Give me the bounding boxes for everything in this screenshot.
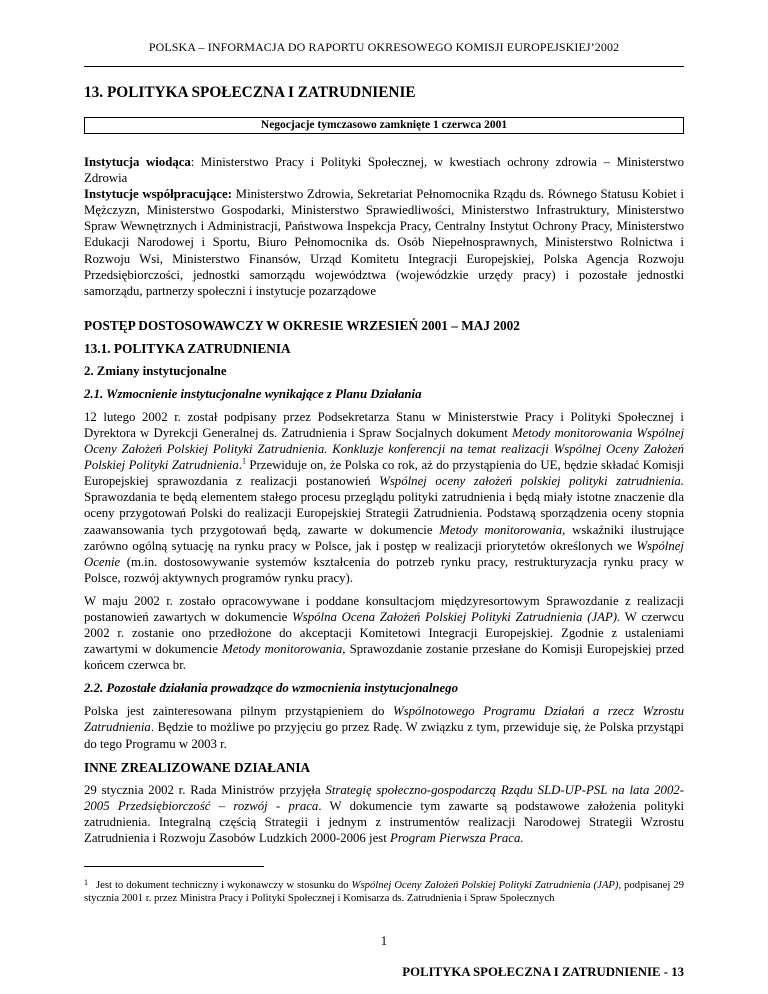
document-title-italic: Metody monitorowania, [439,522,566,537]
text-run: W czerwcu 2002 r. zostanie ono przedłożone do akceptacji Komitetowi Integracji Europejskiej. Zgodnie z ustaleniami zawartymi w dokumencie [84,609,684,657]
paragraph-monitoring-methods [84,409,684,586]
paragraph-community-programme [84,703,684,751]
cooperating-institutions-text: Ministerstwo Zdrowia, Sekretariat Pełnomocnika Rządu ds. Równego Statusu Kobiet i Mężczyzn, Ministerstwo Gospodarki, Ministerstwo Sprawiedliwości, Ministerstwo Infrastruktury, Ministerstwo Spraw Wewnętrznych i Administracji, Państwowa Inspekcja Pracy, Centralny Instytut Ochrony Pracy, Ministerstwo Edukacji Narodowej i Sportu, Biuro Pełnomocnika ds. Osób Niepełnosprawnych, Ministerstwo Rolnictwa i Rozwoju Wsi, Ministerstwo Finansów, Urząd Komitetu Integracji Europejskiej, Polska Agencja Rozwoju Przedsiębiorczości, jednostki samorządu województwa (wojewódzkie urzędy pracy) i pozostałe jednostki samorządu, partnerzy społeczni i instytucje pozarządowe [84,187,684,298]
text-run: Polska jest zainteresowana pilnym przystąpieniem do [84,704,393,719]
cooperating-institutions [84,186,684,299]
subheading-institutional-changes: 2. Zmiany instytucjonalne [84,363,227,378]
paragraph-strategy [84,782,684,846]
lead-institution-text: : Ministerstwo Pracy i Polityki Społecznej, w kwestiach ochrony zdrowia – Ministerstwo Zdrowia [84,155,684,186]
negotiation-status-box: Negocjacje tymczasowo zamknięte 1 czerwca 2001 [84,117,684,134]
footnote-text [84,879,684,905]
section-heading-other-completed: INNE ZREALIZOWANE DZIAŁANIA [84,759,311,775]
document-title-italic: Metody monitorowania Wspólnej Oceny Założeń Polskiej Polityki Zatrudnienia. Konkluzje konferencji na temat realizacji Wspólnej Oceny Założeń Polskiej Polityki Zatrudnienia [84,425,685,473]
chapter-title: 13. POLITYKA SPOŁECZNA I ZATRUDNIENIE [84,84,416,101]
text-run: . Będzie to możliwe po przyjęciu go przez Radę. W związku z tym, przewiduje się, że Polska przystąpi do tego Programu w 2003 r. [84,720,684,751]
text-run: wskaźniki ilustrujące zarówno ogólną sytuację na rynku pracy w Polsce, jak i postęp w realizacji priorytetów określonych we [84,522,685,553]
subheading-other-actions: 2.2. Pozostałe działania prowadzące do wzmocnienia instytucjonalnego [84,681,458,696]
section-heading-employment-policy: 13.1. POLITYKA ZATRUDNIENIA [84,340,291,356]
paragraph-jap-report [84,593,684,673]
document-title-italic: Strategię społeczno-gospodarczą Rządu SLD-UP-PSL na lata 2002-2005 Przedsiębiorczość – rozwój - praca [84,782,685,813]
cooperating-institutions-label: Instytucje współpracujące: [84,187,232,202]
document-title-italic: Program Pierwsza Praca. [390,830,524,845]
document-title-italic: Wspólnej Oceny Założeń Polskiej Polityki Zatrudnienia (JAP), [351,879,622,891]
text-run: podpisanej 29 stycznia 2001 r. przez Ministra Pracy i Polityki Społecznej i Komisarza ds. Zatrudnienia i Spraw Społecznych [84,879,684,905]
running-header: POLSKA – INFORMACJA DO RAPORTU OKRESOWEGO KOMISJI EUROPEJSKIEJ’2002 [148,40,620,54]
document-title-italic: Wspólnej Ocenie [84,538,684,569]
text-run: (m.in. dostosowywanie systemów kształcenia do potrzeb rynku pracy, restrukturyzacja rynku pracy w Polsce, rozwój aktywnych programów rynku pracy). [84,554,684,585]
lead-institution [84,154,684,186]
text-run: Przewiduje on, że Polska co rok, aż do przystąpienia do UE, będzie składać Komisji Europejskiej sprawozdania z realizacji postanowień [84,458,684,489]
document-title-italic: Wspólnotowego Programu Działań a rzecz Wzrostu Zatrudnienia [84,704,685,735]
footnote-number: 1 [84,878,88,887]
text-run: . [238,458,242,473]
footnote [84,879,684,905]
document-title-italic: Wspólna Ocena Założeń Polskiej Polityki Zatrudnienia (JAP). [292,609,621,624]
header-rule [84,66,684,67]
text-run: 29 stycznia 2002 r. Rada Ministrów przyjęła [84,782,326,797]
lead-institution-label: Instytucja wiodąca [84,155,191,169]
text-run: . W dokumencie tym zawarte są podstawowe założenia polityki zatrudnienia. Integralną częścią Strategii i jednym z instrumentów realizacji Narodowej Strategii Wzrostu Zatrudnienia i Rozwoju Zasobów Ludzkich 2000-2006 jest [84,798,685,845]
text-run: Sprawozdania te będą elementem stałego procesu przeglądu polityki zatrudnienia i będą miały istotne znaczenie dla oceny przygotowań Polski do realizacji Europejskiej Strategii Zatrudnienia. Podstawą sporządzenia oceny stopnia zaawansowania tych przygotowań będą, zawarte w dokumencie [84,490,684,537]
subheading-action-plan: 2.1. Wzmocnienie instytucjonalne wynikające z Planu Działania [84,386,422,401]
page-number: 1 [380,934,388,948]
main-content [84,84,684,846]
document-title-italic: Wspólnej oceny założeń polskiej polityki zatrudnienia. [379,474,684,489]
text-run: 12 lutego 2002 r. został podpisany przez Podsekretarza Stanu w Ministerstwie Pracy i Polityki Społecznej i Dyrektora w Dyrekcji Generalnej ds. Zatrudnienia i Spraw Socjalnych dokument [84,409,684,440]
section-heading-progress: POSTĘP DOSTOSOWAWCZY W OKRESIE WRZESIEŃ 2001 – MAJ 2002 [84,317,520,333]
text-run: W maju 2002 r. zostało opracowywane i poddane konsultacjom międzyresortowym Sprawozdanie z realizacji postanowień zawartych w dokumencie [84,593,684,624]
footnote-rule [84,866,264,867]
text-run: Jest to dokument techniczny i wykonawczy w stosunku do [96,879,352,891]
text-run: , Sprawozdanie zostanie przesłane do Komisji Europejskiej przed końcem czerwca br. [84,642,684,673]
running-footer: POLITYKA SPOŁECZNA I ZATRUDNIENIE - 13 [402,965,684,979]
footnote-reference: 1 [241,456,246,466]
document-title-italic: Metody monitorowania [222,642,343,657]
